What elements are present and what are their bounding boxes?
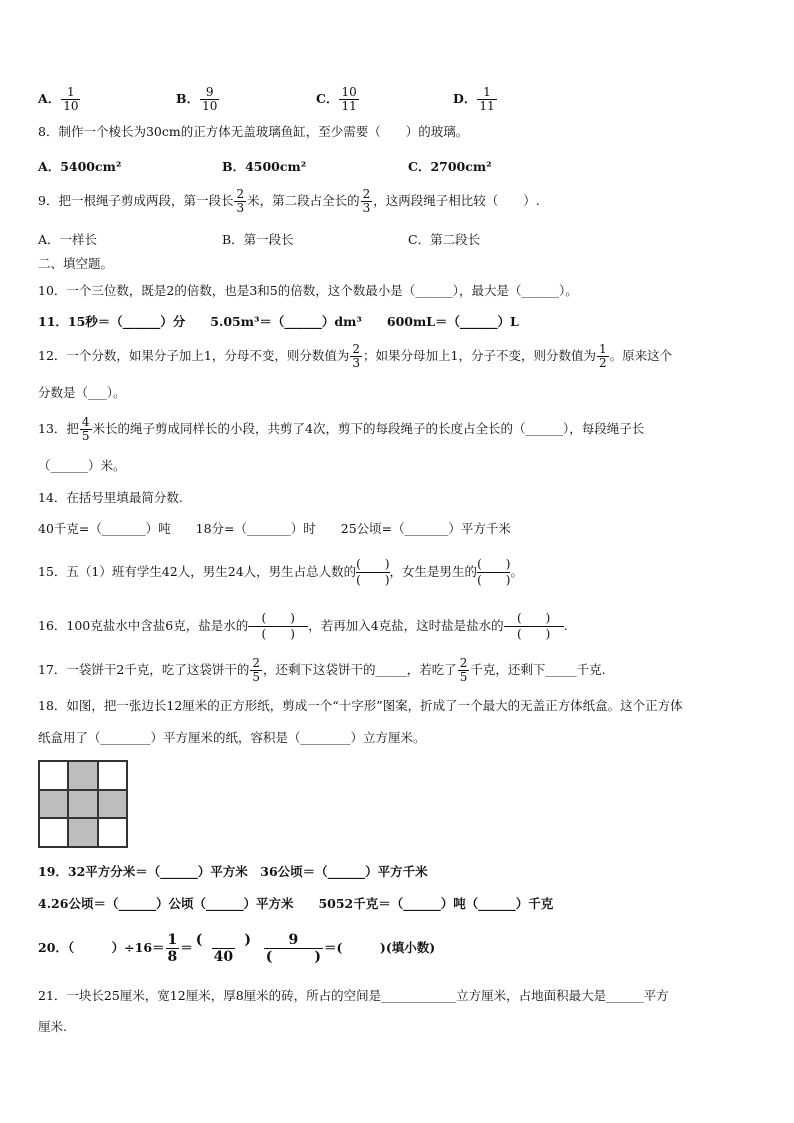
q12-text-2: ；如果分母加上1，分子不变，则分数值为 — [363, 348, 596, 363]
numerator: 2 — [236, 187, 245, 201]
q16-text-1: 16．100克盐水中含盐6克，盐是水的 — [38, 618, 249, 633]
denominator: 3 — [236, 201, 245, 215]
grid-cell-shaded — [68, 761, 97, 790]
section-heading: 二、填空题。 — [38, 256, 114, 271]
q15-text-3: 。 — [510, 564, 523, 579]
q14-stem: 14．在括号里填最简分数. — [38, 490, 183, 505]
denominator: ( ) — [265, 949, 321, 965]
fraction — [194, 932, 253, 965]
numerator: 9 — [205, 85, 214, 99]
grid-cell-shaded — [39, 790, 68, 819]
numerator: 2 — [459, 656, 468, 670]
q12-text-1: 12．一个分数，如果分子加上1，分母不变，则分数值为 — [38, 348, 350, 363]
q16-text-2: ，若再加入4克盐，这时盐是盐水的 — [308, 618, 504, 633]
numerator: 1 — [67, 85, 75, 99]
option-letter: C． — [316, 91, 339, 106]
q9-text-3: ，这两段绳子相比较（ ）. — [373, 193, 540, 208]
q21-line-1: 21．一块长25厘米，宽12厘米，厚8厘米的砖，所占的空间是____________立方厘米，占地面积最大是______平方 — [38, 988, 669, 1003]
denominator: 8 — [167, 949, 178, 965]
blank-fraction[interactable] — [504, 611, 564, 642]
q19-line-1: 19．32平方分米＝（______）平方米 36公顷＝（______）平方千米 — [38, 864, 428, 879]
q9-text-1: 9．把一根绳子剪成两段，第一段长 — [38, 193, 234, 208]
q20-text-1: 20．（ ）÷16＝ — [38, 940, 165, 955]
numerator: 10 — [341, 85, 357, 99]
q17-text-3: 千克，还剩下_____千克. — [470, 662, 606, 677]
grid-cell — [39, 818, 68, 847]
q18-line-2: 纸盒用了（________）平方厘米的纸，容积是（________）立方厘米。 — [38, 730, 426, 745]
q20-stem — [38, 928, 435, 968]
q7-option-d — [453, 86, 498, 113]
q9-option-b: B．第一段长 — [222, 232, 294, 247]
option-letter: D． — [453, 91, 477, 106]
grid-cell — [98, 818, 127, 847]
denominator: 10 — [202, 99, 218, 113]
denominator: 5 — [81, 429, 90, 443]
blank-fraction[interactable] — [248, 611, 308, 642]
numerator: 1 — [167, 932, 178, 948]
grid-cell-shaded — [68, 818, 97, 847]
q14-line-2: 40千克=（_______）吨 18分=（_______）时 25公顷=（_______）平方千米 — [38, 521, 511, 536]
fraction — [339, 86, 358, 113]
fraction — [361, 188, 373, 215]
fraction — [61, 86, 80, 113]
fraction — [477, 86, 496, 113]
denominator: 2 — [598, 356, 607, 370]
numerator: 2 — [352, 342, 361, 356]
q13-stem — [38, 415, 644, 443]
denominator: 11 — [341, 99, 357, 113]
grid-cell-shaded — [68, 790, 97, 819]
fraction — [458, 657, 470, 684]
q10-stem: 10．一个三位数，既是2的倍数，也是3和5的倍数，这个数最小是（______），最大是（______）。 — [38, 283, 578, 298]
q7-option-c — [316, 86, 360, 113]
q11-stem: 11．15秒＝（______）分 5.05m³＝（______）dm³ 600mL＝（______）L — [38, 314, 519, 329]
blank-fraction[interactable] — [477, 557, 510, 588]
q20-text-2: ＝ — [180, 940, 193, 955]
numerator: 9 — [288, 932, 299, 948]
q17-text-1: 17．一袋饼干2千克，吃了这袋饼干的 — [38, 662, 250, 677]
q8-option-a: A．5400cm² — [38, 159, 122, 174]
numerator: ( ) — [195, 932, 252, 948]
q12-line-2: 分数是（___）。 — [38, 385, 126, 400]
blank-fraction[interactable] — [356, 557, 389, 588]
fraction — [597, 343, 609, 370]
fraction — [264, 932, 323, 965]
denominator-blank: ( ) — [477, 573, 511, 587]
numerator-blank: ( ) — [356, 557, 390, 571]
q9-text-2: 米，第二段占全长的 — [247, 193, 360, 208]
q7-option-a — [38, 86, 81, 113]
option-letter: A． — [38, 91, 61, 106]
numerator: 4 — [81, 415, 90, 429]
denominator: 3 — [362, 201, 371, 215]
q15-text-1: 15．五（1）班有学生42人，男生24人，男生占总人数的 — [38, 564, 357, 579]
q16-text-3: . — [563, 618, 568, 633]
q9-option-a: A．一样长 — [38, 232, 98, 247]
q9-option-c: C．第二段长 — [408, 232, 481, 247]
q20-text-3: ＝( )(填小数) — [324, 940, 436, 955]
denominator-blank: ( ) — [248, 626, 308, 642]
numerator: 2 — [252, 656, 260, 670]
fraction — [166, 932, 180, 965]
grid-cell — [39, 761, 68, 790]
q8-option-c: C．2700cm² — [408, 159, 492, 174]
fraction — [250, 657, 262, 684]
numerator-blank: ( ) — [261, 611, 295, 625]
q13-text-1: 13．把 — [38, 421, 79, 436]
numerator: 1 — [598, 342, 607, 356]
denominator: 3 — [352, 356, 361, 370]
grid-cell-shaded — [98, 790, 127, 819]
fraction — [80, 416, 92, 443]
q12-stem — [38, 343, 672, 370]
q19-line-2: 4.26公顷＝（______）公顷（______）平方米 5052千克＝（______）吨（______）千克 — [38, 896, 554, 911]
fraction — [350, 343, 362, 370]
q17-stem — [38, 656, 606, 684]
q8-stem: 8．制作一个棱长为30cm的正方体无盖玻璃鱼缸，至少需要（ ）的玻璃。 — [38, 124, 469, 139]
q15-stem — [38, 552, 523, 592]
numerator-blank: ( ) — [477, 557, 511, 571]
q8-option-b: B．4500cm² — [222, 159, 307, 174]
denominator-blank: ( ) — [356, 573, 390, 587]
denominator-blank: ( ) — [504, 626, 564, 642]
numerator-blank: ( ) — [517, 611, 551, 625]
q18-line-1: 18．如图，把一张边长12厘米的正方形纸，剪成一个“十字形”图案，折成了一个最大的无盖正方体纸盒。这个正方体 — [38, 698, 683, 713]
denominator: 5 — [252, 670, 260, 684]
q16-stem — [38, 606, 568, 646]
cross-shape-figure — [38, 760, 128, 848]
option-letter: B． — [176, 91, 200, 106]
q9-stem — [38, 188, 540, 215]
q17-text-2: ，还剩下这袋饼干的_____，若吃了 — [263, 662, 457, 677]
q7-option-b — [176, 86, 220, 113]
numerator: 1 — [483, 85, 491, 99]
q13-line-2: （______）米。 — [38, 458, 126, 473]
denominator: 5 — [459, 670, 468, 684]
fraction — [234, 188, 246, 215]
q12-text-3: 。原来这个 — [609, 348, 673, 363]
q15-text-2: ，女生是男生的 — [389, 564, 478, 579]
q21-line-2: 厘米. — [38, 1019, 67, 1034]
fraction — [200, 86, 219, 113]
grid-cell — [98, 761, 127, 790]
denominator: 10 — [63, 99, 79, 113]
numerator: 2 — [362, 187, 371, 201]
denominator: 40 — [213, 949, 234, 965]
q13-text-2: 米长的绳子剪成同样长的小段，共剪了4次，剪下的每段绳子的长度占全长的（______），每段绳子长 — [92, 421, 645, 436]
denominator: 11 — [479, 99, 495, 113]
